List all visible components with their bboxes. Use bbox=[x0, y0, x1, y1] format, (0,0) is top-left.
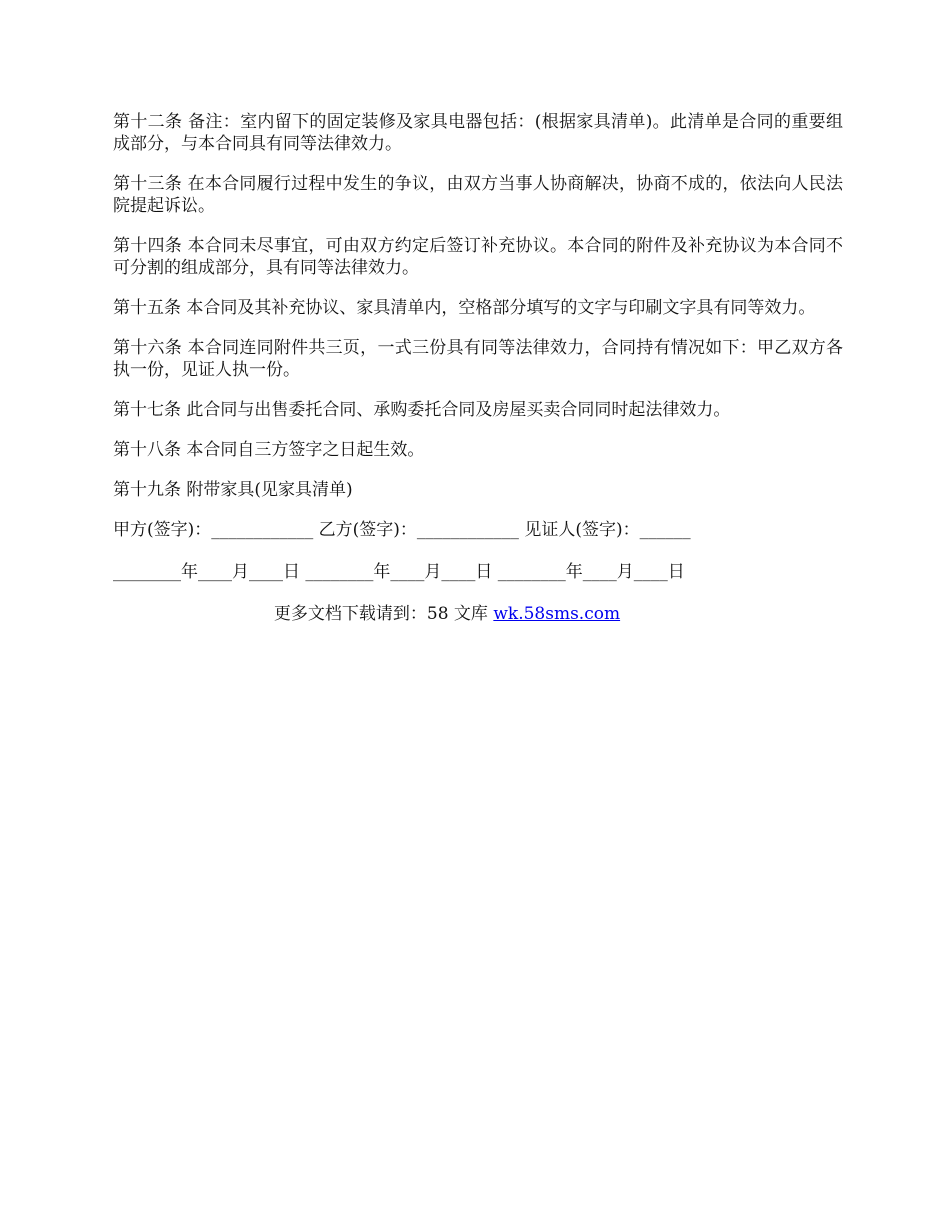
clause-14: 第十四条 本合同未尽事宜，可由双方约定后签订补充协议。本合同的附件及补充协议为本合同不可分割的组成部分，具有同等法律效力。 bbox=[113, 236, 843, 278]
date-line: ________年____月____日 ________年____月____日 ________年____月____日 bbox=[113, 562, 685, 582]
clause-19: 第十九条 附带家具(见家具清单) bbox=[113, 480, 353, 500]
clause-15: 第十五条 本合同及其补充协议、家具清单内，空格部分填写的文字与印刷文字具有同等效力。 bbox=[113, 298, 816, 318]
download-footer bbox=[113, 603, 781, 625]
clause-16: 第十六条 本合同连同附件共三页，一式三份具有同等法律效力，合同持有情况如下：甲乙双方各执一份，见证人执一份。 bbox=[113, 338, 843, 380]
footer-link[interactable]: wk.58sms.com bbox=[493, 604, 621, 624]
clause-18: 第十八条 本合同自三方签字之日起生效。 bbox=[113, 440, 425, 460]
clause-17: 第十七条 此合同与出售委托合同、承购委托合同及房屋买卖合同同时起法律效力。 bbox=[113, 400, 731, 420]
contract-body bbox=[113, 111, 843, 625]
signature-line: 甲方(签字)：____________ 乙方(签字)：____________ 见证人(签字)：______ bbox=[113, 520, 691, 540]
clause-12: 第十二条 备注：室内留下的固定装修及家具电器包括：(根据家具清单)。此清单是合同的重要组成部分，与本合同具有同等法律效力。 bbox=[113, 112, 843, 154]
footer-text: 更多文档下载请到：58 文库 bbox=[273, 604, 494, 624]
clause-13: 第十三条 在本合同履行过程中发生的争议，由双方当事人协商解决，协商不成的，依法向人民法院提起诉讼。 bbox=[113, 174, 843, 216]
